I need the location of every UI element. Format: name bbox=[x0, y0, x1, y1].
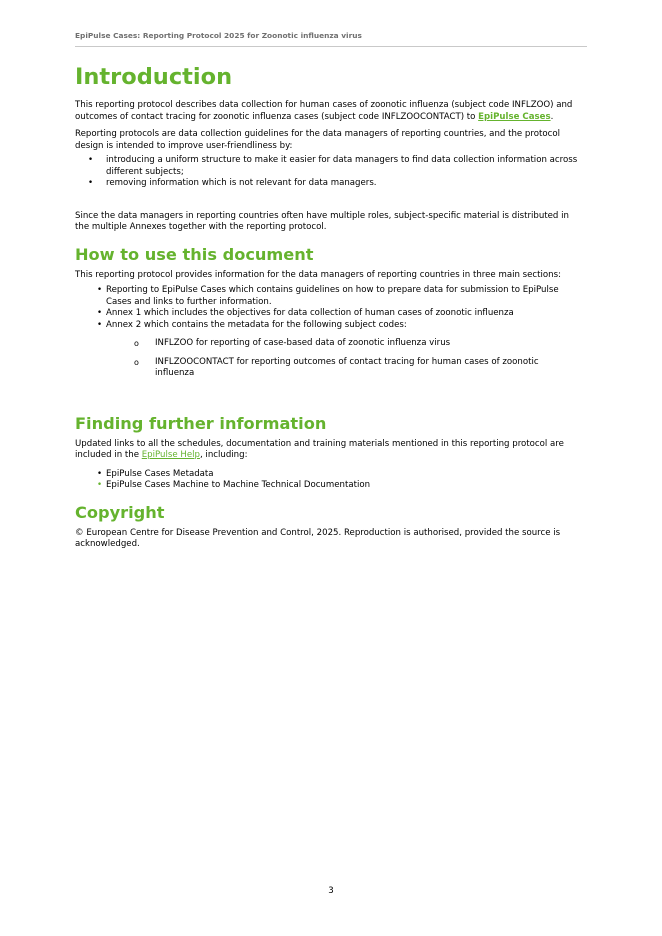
list-item-text: removing information which is not relevant for data managers. bbox=[106, 178, 377, 188]
list-item-text: EpiPulse Cases Machine to Machine Technical Documentation bbox=[106, 480, 371, 490]
copyright-text: © European Centre for Disease Prevention and Control, 2025. Reproduction is authorised, provided the source is acknowledged. bbox=[75, 527, 561, 549]
list-item-text: INFLZOOCONTACT for reporting outcomes of contact tracing for human cases of zoonotic influenza bbox=[155, 356, 539, 378]
how-to-use-section bbox=[75, 245, 580, 380]
list-item bbox=[75, 155, 580, 178]
circle-bullet-icon: o bbox=[134, 357, 139, 367]
introduction-paragraph-3: Since the data managers in reporting countries often have multiple roles, subject-specific material is distributed in the multiple Annexes together with the reporting protocol. bbox=[75, 210, 569, 232]
further-info-bullet-list bbox=[75, 469, 580, 492]
bullet-dot: • bbox=[97, 468, 103, 479]
circle-bullet-icon: o bbox=[134, 339, 139, 348]
list-item-text: Reporting to EpiPulse Cases which contains guidelines on how to prepare data for submission to EpiPulse Cases and links to further information. bbox=[106, 285, 559, 307]
list-item bbox=[75, 308, 580, 320]
running-header: EpiPulse Cases: Reporting Protocol 2025 for Zoonotic influenza virus bbox=[75, 31, 587, 47]
introduction-section bbox=[75, 64, 580, 234]
copyright-heading: Copyright bbox=[75, 502, 165, 522]
further-info-section bbox=[75, 414, 580, 492]
epipulse-help-link[interactable]: EpiPulse Help bbox=[141, 450, 200, 460]
how-to-use-intro: This reporting protocol provides information for the data managers of reporting countries in three main sections: bbox=[75, 269, 561, 280]
list-item-text: INFLZOO for reporting of case-based data of zoonotic influenza virus bbox=[155, 338, 451, 348]
list-item-text: introducing a uniform structure to make it easier for data managers to find data collection information across different subjects; bbox=[106, 155, 578, 177]
introduction-heading: Introduction bbox=[75, 64, 233, 90]
introduction-bullet-list bbox=[75, 155, 580, 190]
how-to-use-heading: How to use this document bbox=[75, 244, 314, 264]
further-info-end: , including: bbox=[199, 450, 248, 460]
introduction-paragraph-1-end: . bbox=[550, 111, 554, 122]
list-item bbox=[75, 320, 580, 332]
bullet-dot: • bbox=[97, 308, 103, 318]
further-info-text: Updated links to all the schedules, documentation and training materials mentioned in this reporting protocol are included in the bbox=[75, 438, 564, 460]
bullet-dot: • bbox=[97, 319, 103, 330]
bullet-dot: • bbox=[97, 480, 103, 490]
page-content bbox=[75, 60, 580, 557]
list-item-text: EpiPulse Cases Metadata bbox=[106, 468, 214, 479]
list-item bbox=[75, 469, 580, 481]
list-item bbox=[75, 357, 580, 380]
list-item bbox=[75, 178, 580, 190]
list-item bbox=[75, 480, 580, 492]
bullet-dot: • bbox=[97, 285, 103, 295]
bullet-dot: • bbox=[88, 155, 94, 165]
subject-code-sub-list bbox=[75, 338, 580, 380]
bullet-dot: • bbox=[88, 178, 94, 188]
list-item-text: Annex 1 which includes the objectives for data collection of human cases of zoonotic influenza bbox=[106, 308, 514, 318]
introduction-paragraph-2: Reporting protocols are data collection guidelines for the data managers of reporting countries, and the protocol design is intended to improve user-friendliness by: bbox=[75, 129, 560, 151]
epipulse-cases-link[interactable]: EpiPulse Cases bbox=[478, 111, 551, 122]
list-item bbox=[75, 285, 580, 308]
list-item-text: Annex 2 which contains the metadata for the following subject codes: bbox=[106, 319, 407, 330]
introduction-paragraph-1 bbox=[75, 100, 580, 123]
introduction-paragraph-1-text: This reporting protocol describes data collection for human cases of zoonotic influenza (subject code INFLZOO) and outcomes of contact tracing for zoonotic influenza cases (subject code INFLZOOCONTACT) to bbox=[75, 100, 573, 122]
further-info-paragraph bbox=[75, 439, 580, 462]
further-info-heading: Finding further information bbox=[75, 413, 327, 433]
list-item bbox=[75, 338, 580, 350]
copyright-section bbox=[75, 503, 580, 551]
how-to-use-bullet-list bbox=[75, 285, 580, 331]
page-number: 3 bbox=[328, 886, 334, 896]
